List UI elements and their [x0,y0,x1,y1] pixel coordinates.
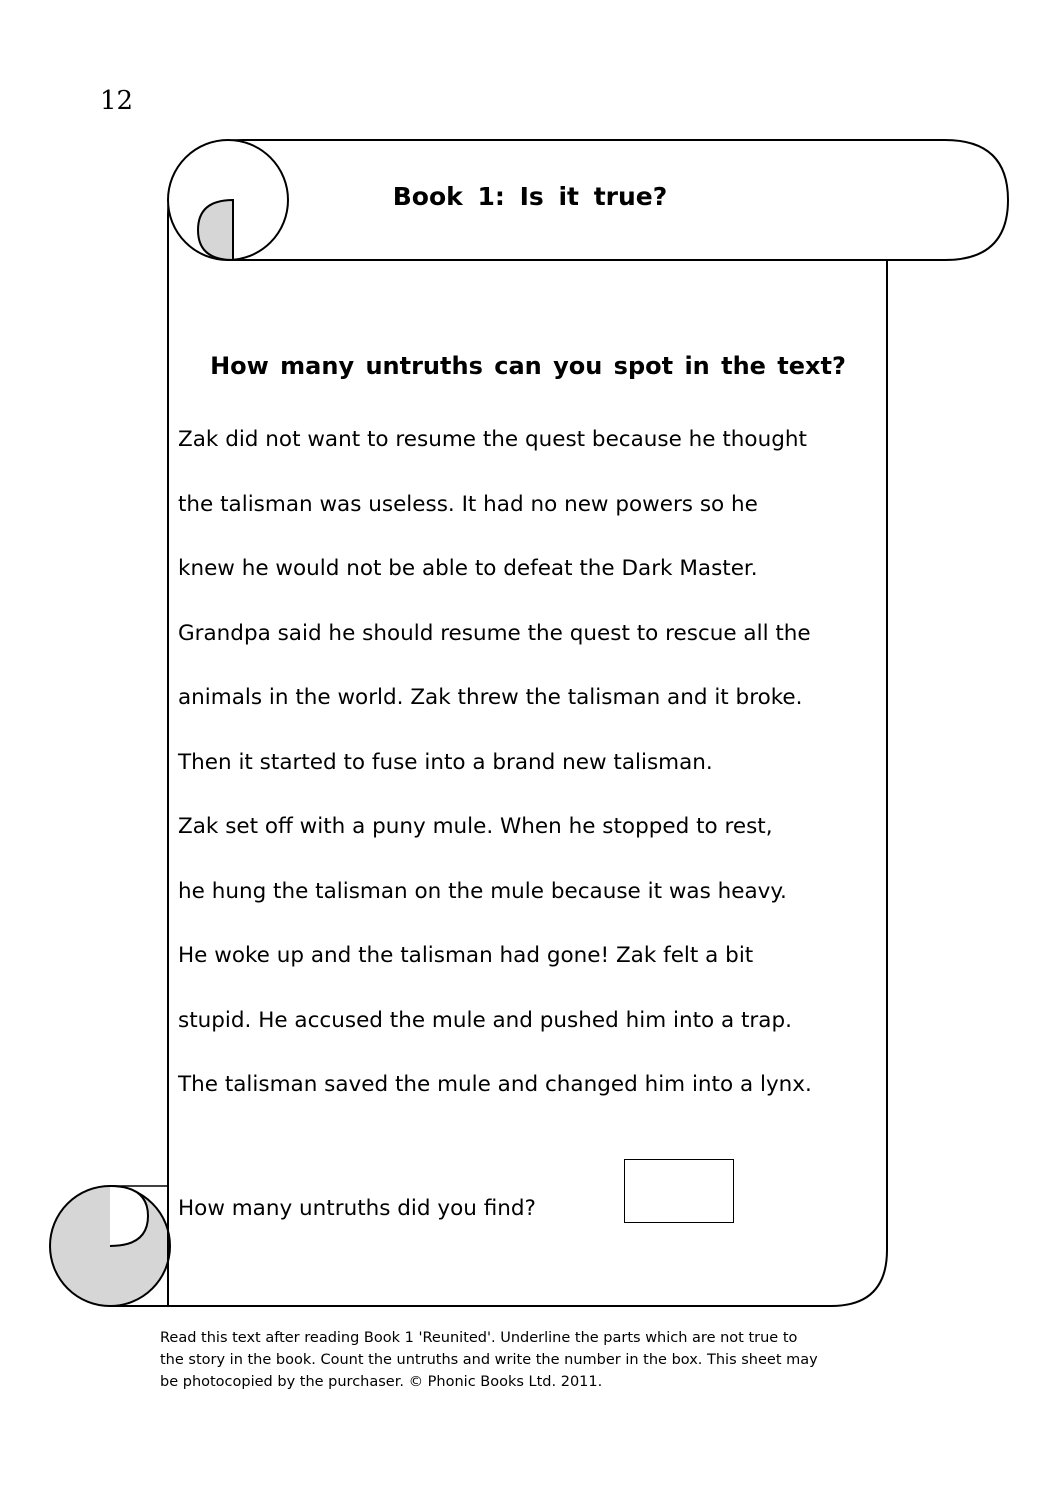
story-line: stupid. He accused the mule and pushed him into a trap. [178,1007,792,1033]
story-line: Zak set off with a puny mule. When he stopped to rest, [178,814,773,839]
story-line: Zak did not want to resume the quest because he thought [178,427,807,452]
story-line: Then it started to fuse into a brand new talisman. [178,749,713,775]
story-line: The talisman saved the mule and changed him into a lynx. [178,1072,812,1097]
worksheet-title: Book 1: Is it true? [392,182,668,211]
story-text [178,420,898,1130]
story-line: knew he would not be able to defeat the Dark Master. [178,556,758,581]
story-line: He woke up and the talisman had gone! Zak felt a bit [178,943,754,968]
story-line: the talisman was useless. It had no new powers so he [178,491,758,517]
answer-box[interactable] [624,1159,734,1223]
story-line: animals in the world. Zak threw the talisman and it broke. [178,685,803,710]
question-heading: How many untruths can you spot in the text? [210,352,846,380]
answer-prompt: How many untruths did you find? [178,1196,536,1221]
footer-line: Read this text after reading Book 1 'Reunited'. Underline the parts which are not true to [160,1330,798,1346]
footer-line: be photocopied by the purchaser. © Phonic Books Ltd. 2011. [160,1374,603,1390]
page-number: 12 [100,86,134,116]
story-line: he hung the talisman on the mule because it was heavy. [178,878,787,904]
story-line: Grandpa said he should resume the quest to rescue all the [178,620,811,646]
footer-instructions [160,1327,920,1393]
footer-line: the story in the book. Count the untruths and write the number in the box. This sheet may [160,1352,818,1368]
